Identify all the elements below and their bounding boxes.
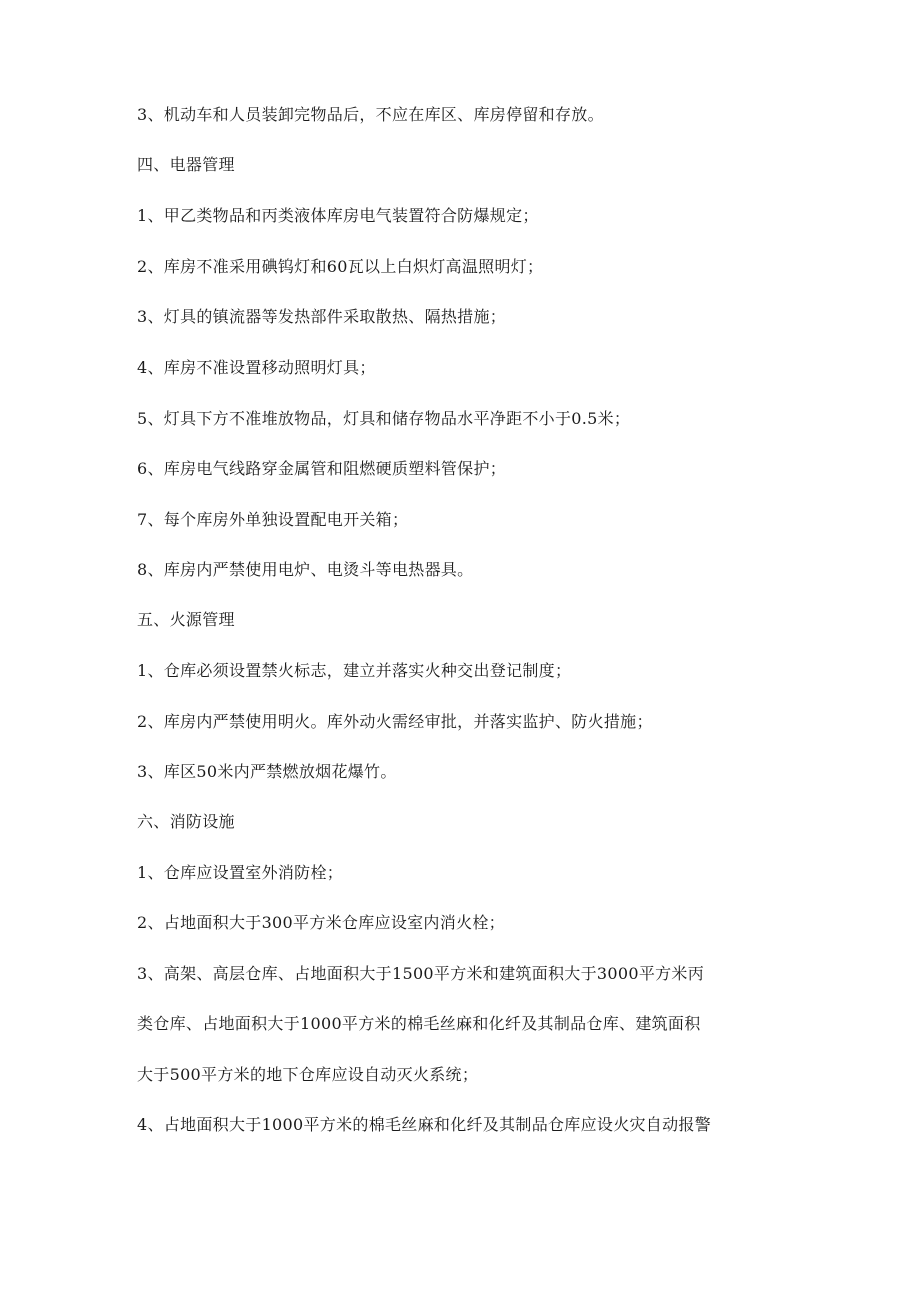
text-line-facilities-2: 2、占地面积大于300平方米仓库应设室内消火栓； <box>137 913 505 932</box>
text-line-fire-source-3: 3、库区50米内严禁燃放烟花爆竹。 <box>137 762 397 781</box>
text-line-electrical-5: 5、灯具下方不准堆放物品，灯具和储存物品水平净距不小于0.5米； <box>137 409 631 428</box>
text-line-facilities-3b: 类仓库、占地面积大于1000平方米的棉毛丝麻和化纤及其制品仓库、建筑面积 <box>137 1014 701 1033</box>
text-line-fire-source-1: 1、仓库必须设置禁火标志，建立并落实火种交出登记制度； <box>137 661 572 680</box>
text-line-electrical-6: 6、库房电气线路穿金属管和阻燃硬质塑料管保护； <box>137 459 507 478</box>
text-line-facilities-4: 4、占地面积大于1000平方米的棉毛丝麻和化纤及其制品仓库应设火灾自动报警 <box>137 1115 711 1134</box>
text-line-facilities-1: 1、仓库应设置室外消防栓； <box>137 863 344 882</box>
text-line-electrical-7: 7、每个库房外单独设置配电开关箱； <box>137 510 409 529</box>
text-line-facilities-3c: 大于500平方米的地下仓库应设自动灭火系统； <box>137 1065 479 1084</box>
text-line-electrical-4: 4、库房不准设置移动照明灯具； <box>137 358 376 377</box>
text-line-electrical-8: 8、库房内严禁使用电炉、电烫斗等电热器具。 <box>137 560 474 579</box>
text-line-fire-source-2: 2、库房内严禁使用明火。库外动火需经审批，并落实监护、防火措施； <box>137 712 653 731</box>
text-line-facilities-3a: 3、高架、高层仓库、占地面积大于1500平方米和建筑面积大于3000平方米丙 <box>137 964 705 983</box>
text-line-item-3-vehicles: 3、机动车和人员装卸完物品后，不应在库区、库房停留和存放。 <box>137 105 604 124</box>
section-heading-electrical: 四、电器管理 <box>137 155 235 174</box>
text-line-electrical-1: 1、甲乙类物品和丙类液体库房电气装置符合防爆规定； <box>137 206 539 225</box>
text-line-electrical-2: 2、库房不准采用碘钨灯和60瓦以上白炽灯高温照明灯； <box>137 257 544 276</box>
section-heading-fire-source: 五、火源管理 <box>137 610 235 629</box>
section-heading-fire-facilities: 六、消防设施 <box>137 812 235 831</box>
text-line-electrical-3: 3、灯具的镇流器等发热部件采取散热、隔热措施； <box>137 307 507 326</box>
